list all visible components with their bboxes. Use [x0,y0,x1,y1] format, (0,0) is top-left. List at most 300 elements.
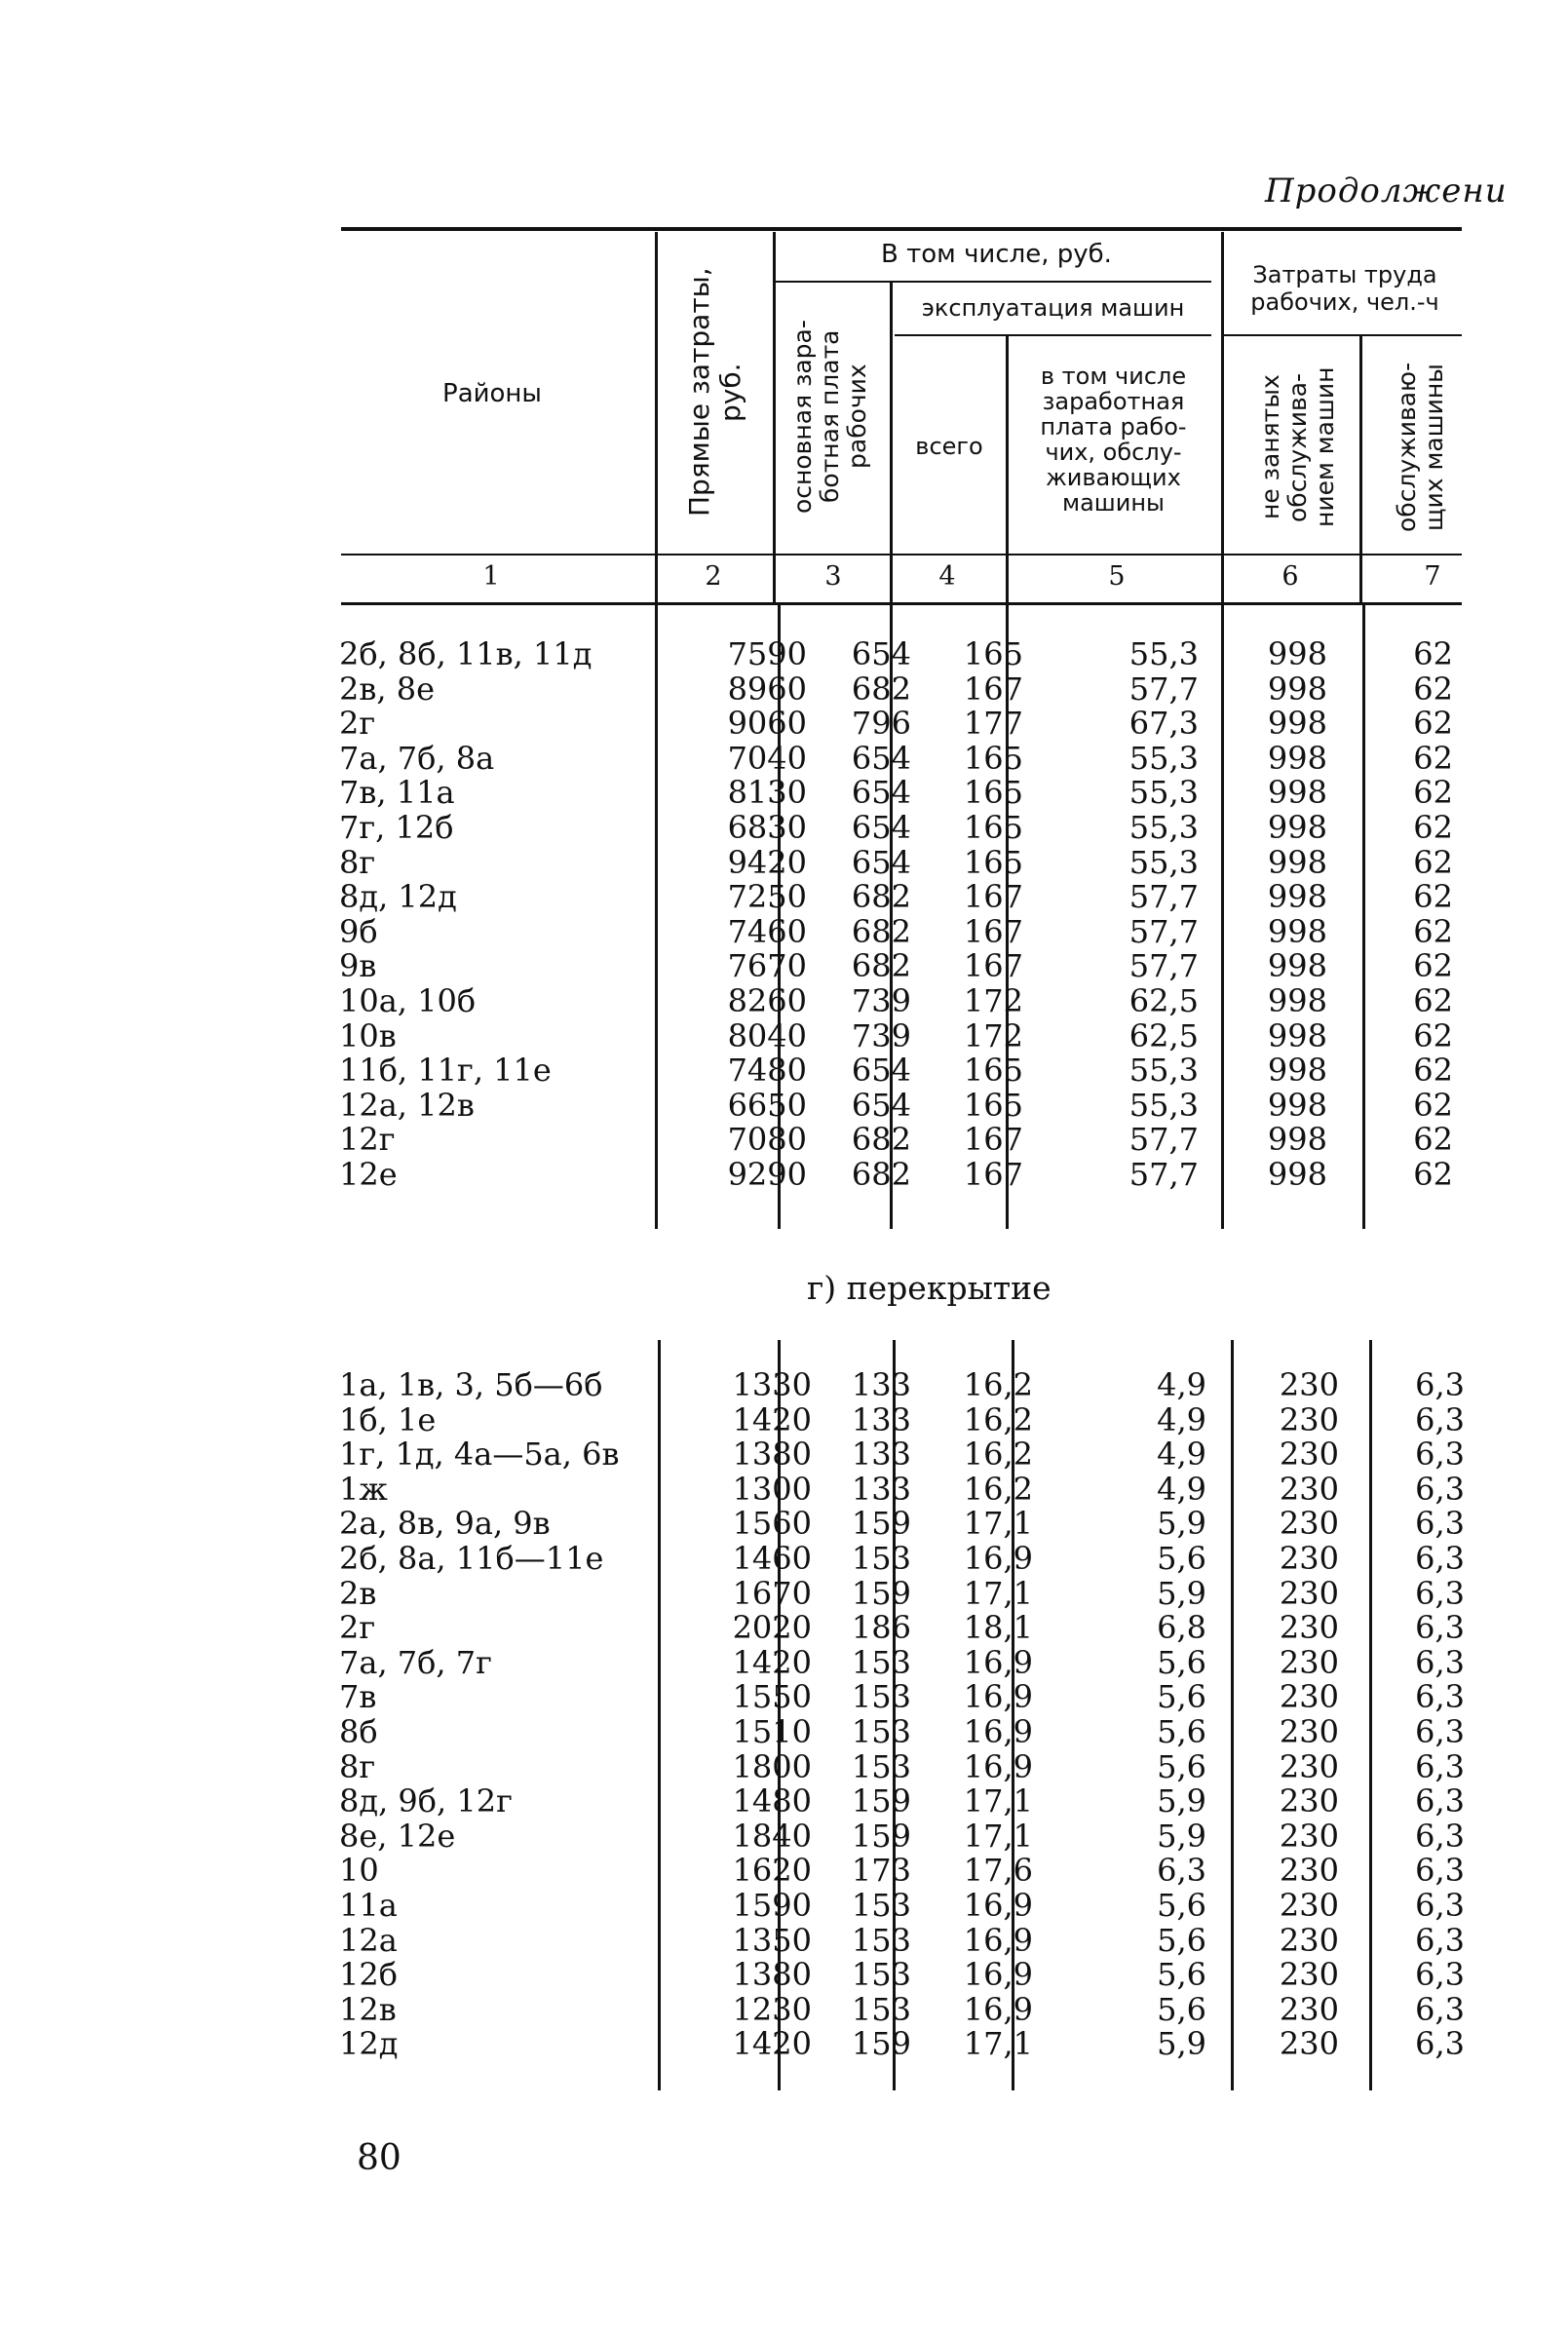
cell-wage: 186 [851,1609,911,1647]
cell-direct-costs: 1550 [732,1678,812,1716]
cell-wage: 153 [851,1712,911,1750]
cell-wage: 153 [851,1643,911,1681]
cell-direct-costs: 1800 [732,1747,812,1785]
cell-direct-costs: 7250 [727,878,807,916]
cell-labor-serving: 6,3 [1415,1990,1465,2028]
rule-below-colnums [341,602,1462,605]
cell-labor-serving: 62 [1413,1052,1453,1090]
table-row [339,1956,1465,1994]
cell-labor-serving: 62 [1413,843,1453,881]
cell-wage: 654 [851,1086,911,1124]
cell-wage: 682 [851,947,911,985]
cell-labor-not-engaged: 230 [1279,1921,1339,1959]
cell-exploit-total: 16,2 [963,1366,1033,1403]
cell-exploit-wage: 62,5 [1128,1016,1199,1054]
cell-labor-serving: 6,3 [1415,1712,1465,1750]
cell-direct-costs: 7040 [727,739,807,777]
cell-direct-costs: 1380 [732,1436,812,1474]
cell-wage: 133 [851,1366,911,1403]
cell-direct-costs: 1480 [732,1782,812,1820]
table-row [339,1609,1465,1647]
cell-direct-costs: 9290 [727,1155,807,1193]
header-total: всего [915,433,983,460]
rule-under-incl-group [773,281,1211,283]
cell-labor-serving: 62 [1413,1155,1453,1193]
header-vrule-5 [1221,232,1224,602]
table-row [339,2025,1465,2063]
cell-exploit-total: 165 [963,1052,1023,1090]
cell-labor-serving: 6,3 [1415,1539,1465,1577]
cell-labor-not-engaged: 998 [1267,705,1327,743]
cell-wage: 682 [851,670,911,708]
cell-wage: 654 [851,1052,911,1090]
cell-exploit-total: 172 [963,1016,1023,1054]
cell-labor-not-engaged: 230 [1279,1470,1339,1508]
cell-exploit-total: 16,9 [963,1956,1033,1994]
table-row [339,1086,1460,1124]
cell-exploit-total: 167 [963,670,1023,708]
cell-exploit-total: 165 [963,739,1023,777]
cell-exploit-wage: 55,3 [1128,774,1199,812]
cell-exploit-wage: 57,7 [1128,947,1199,985]
cell-exploit-total: 18,1 [963,1609,1033,1647]
cell-exploit-total: 17,1 [963,1505,1033,1543]
cell-exploit-total: 16,9 [963,1921,1033,1959]
cell-direct-costs: 9060 [727,705,807,743]
cell-exploit-wage: 5,9 [1157,1817,1206,1855]
cell-region: 8е, 12е [339,1817,456,1855]
cell-region: 1б, 1е [339,1400,437,1438]
cell-labor-not-engaged: 230 [1279,1539,1339,1577]
cell-exploit-wage: 5,9 [1157,1574,1206,1612]
cell-exploit-wage: 5,9 [1157,1505,1206,1543]
table-row [339,739,1460,777]
cell-labor-serving: 62 [1413,981,1453,1019]
cell-direct-costs: 7480 [727,1052,807,1090]
cell-exploit-total: 17,6 [963,1852,1033,1890]
header-not-engaged: не занятых обслужива-нием машин [1256,366,1339,528]
cell-labor-not-engaged: 998 [1267,808,1327,846]
cell-labor-serving: 62 [1413,774,1453,812]
cell-wage: 159 [851,1505,911,1543]
table-row [339,1852,1465,1890]
cell-exploit-total: 167 [963,878,1023,916]
cell-wage: 133 [851,1470,911,1508]
table-row [339,1155,1460,1193]
cell-exploit-total: 167 [963,1121,1023,1159]
cell-labor-serving: 62 [1413,1121,1453,1159]
cell-region: 9б [339,912,378,950]
cell-region: 11б, 11г, 11е [339,1052,552,1090]
cell-wage: 153 [851,1921,911,1959]
cell-wage: 159 [851,1817,911,1855]
cell-labor-not-engaged: 230 [1279,2025,1339,2063]
cell-labor-serving: 6,3 [1415,1852,1465,1890]
cell-region: 12г [339,1121,396,1159]
cell-direct-costs: 8040 [727,1016,807,1054]
header-vrule-3 [890,283,893,602]
cell-direct-costs: 1560 [732,1505,812,1543]
cell-exploit-total: 17,1 [963,1574,1033,1612]
cell-labor-serving: 6,3 [1415,1470,1465,1508]
table-row [339,1016,1460,1054]
cell-exploit-total: 165 [963,1086,1023,1124]
cell-labor-not-engaged: 230 [1279,1886,1339,1924]
table-row [339,1990,1465,2028]
table-top-rule [341,227,1462,231]
cell-region: 7г, 12б [339,808,454,846]
cell-direct-costs: 1330 [732,1366,812,1403]
header-vrule-2 [773,232,776,602]
cell-exploit-wage: 4,9 [1157,1470,1206,1508]
cell-labor-not-engaged: 998 [1267,670,1327,708]
table-row [339,1678,1465,1716]
cell-region: 7в [339,1678,377,1716]
cell-labor-not-engaged: 230 [1279,1436,1339,1474]
cell-labor-not-engaged: 230 [1279,1400,1339,1438]
cell-labor-not-engaged: 230 [1279,1643,1339,1681]
cell-labor-not-engaged: 230 [1279,1712,1339,1750]
cell-exploit-wage: 5,6 [1157,1539,1206,1577]
cell-region: 12в [339,1990,397,2028]
cell-wage: 682 [851,1155,911,1193]
cell-wage: 654 [851,808,911,846]
cell-labor-not-engaged: 998 [1267,843,1327,881]
cell-region: 2б, 8б, 11в, 11д [339,635,593,672]
cell-labor-serving: 6,3 [1415,1782,1465,1820]
cell-exploit-wage: 5,6 [1157,1921,1206,1959]
header-labor-group: Затраты труда рабочих, чел.-ч [1250,261,1439,316]
cell-region: 12а [339,1921,398,1959]
cell-labor-serving: 62 [1413,1016,1453,1054]
cell-labor-serving: 62 [1413,705,1453,743]
cell-exploit-wage: 4,9 [1157,1366,1206,1403]
cell-exploit-total: 17,1 [963,1782,1033,1820]
table-row [339,981,1460,1019]
cell-exploit-total: 16,2 [963,1470,1033,1508]
cell-exploit-wage: 57,7 [1128,912,1199,950]
cell-direct-costs: 7460 [727,912,807,950]
header-serving: обслуживаю-щих машины [1393,362,1448,533]
cell-region: 2в, 8е [339,670,436,708]
section2-rows [339,1366,1465,2063]
cell-region: 2в [339,1574,377,1612]
cell-labor-not-engaged: 230 [1279,1609,1339,1647]
cell-labor-not-engaged: 998 [1267,1086,1327,1124]
cell-region: 7в, 11а [339,774,455,812]
cell-labor-serving: 6,3 [1415,1678,1465,1716]
cell-exploit-wage: 4,9 [1157,1400,1206,1438]
cell-direct-costs: 1300 [732,1470,812,1508]
cell-exploit-total: 17,1 [963,1817,1033,1855]
cell-labor-serving: 6,3 [1415,1956,1465,1994]
cell-labor-serving: 6,3 [1415,1400,1465,1438]
cell-direct-costs: 1460 [732,1539,812,1577]
cell-labor-serving: 6,3 [1415,1609,1465,1647]
cell-labor-not-engaged: 998 [1267,1016,1327,1054]
cell-region: 1ж [339,1470,388,1508]
cell-wage: 682 [851,1121,911,1159]
cell-wage: 153 [851,1747,911,1785]
header-vrule-6 [1359,336,1362,602]
cell-labor-serving: 6,3 [1415,1366,1465,1403]
cell-direct-costs: 8130 [727,774,807,812]
cell-region: 12а, 12в [339,1086,475,1124]
cell-exploit-wage: 57,7 [1128,1155,1199,1193]
cell-exploit-wage: 5,6 [1157,1643,1206,1681]
table-row [339,1400,1465,1438]
colnum-4: 4 [938,561,956,592]
cell-direct-costs: 6650 [727,1086,807,1124]
colnum-5: 5 [1108,561,1126,592]
cell-labor-not-engaged: 998 [1267,774,1327,812]
cell-direct-costs: 8260 [727,981,807,1019]
cell-direct-costs: 1420 [732,1400,812,1438]
cell-wage: 159 [851,2025,911,2063]
cell-region: 12д [339,2025,399,2063]
cell-region: 8г [339,843,376,881]
rule-under-labor-group [1223,334,1462,336]
cell-exploit-total: 16,9 [963,1539,1033,1577]
cell-labor-serving: 6,3 [1415,1505,1465,1543]
header-direct-costs: Прямые затраты, руб. [683,267,746,517]
cell-labor-serving: 62 [1413,912,1453,950]
cell-labor-not-engaged: 998 [1267,1052,1327,1090]
cell-exploit-total: 165 [963,808,1023,846]
cell-region: 2г [339,705,376,743]
cell-region: 1а, 1в, 3, 5б—6б [339,1366,603,1403]
cell-direct-costs: 1590 [732,1886,812,1924]
cell-region: 9в [339,947,377,985]
cell-region: 2б, 8а, 11б—11е [339,1539,604,1577]
cell-exploit-wage: 55,3 [1128,1052,1199,1090]
cell-exploit-wage: 5,6 [1157,1956,1206,1994]
cell-labor-not-engaged: 230 [1279,1747,1339,1785]
colnum-2: 2 [705,561,722,592]
cell-exploit-total: 16,2 [963,1436,1033,1474]
cell-region: 11а [339,1886,398,1924]
cell-direct-costs: 7080 [727,1121,807,1159]
table-row [339,1366,1465,1403]
cell-direct-costs: 1350 [732,1921,812,1959]
cell-direct-costs: 1670 [732,1574,812,1612]
table-row [339,1886,1465,1924]
cell-direct-costs: 1420 [732,2025,812,2063]
cell-exploit-wage: 6,8 [1157,1609,1206,1647]
cell-exploit-wage: 55,3 [1128,739,1199,777]
cell-exploit-wage: 5,9 [1157,1782,1206,1820]
cell-wage: 153 [851,1539,911,1577]
table-row [339,1053,1460,1089]
cell-region: 10а, 10б [339,981,477,1019]
cell-exploit-wage: 62,5 [1128,981,1199,1019]
cell-wage: 739 [851,1016,911,1054]
cell-exploit-total: 16,9 [963,1990,1033,2028]
header-regions: Районы [442,379,542,408]
cell-labor-not-engaged: 230 [1279,1505,1339,1543]
cell-labor-not-engaged: 230 [1279,1782,1339,1820]
table-row [339,1782,1465,1820]
cell-labor-serving: 62 [1413,808,1453,846]
table-row [339,880,1460,915]
cell-direct-costs: 1840 [732,1817,812,1855]
table-row [339,912,1460,950]
cell-exploit-wage: 5,6 [1157,1712,1206,1750]
cell-labor-not-engaged: 230 [1279,1678,1339,1716]
cell-direct-costs: 7670 [727,947,807,985]
cell-exploit-total: 177 [963,705,1023,743]
table-row [339,707,1460,742]
cell-wage: 796 [851,705,911,743]
cell-wage: 153 [851,1956,911,1994]
cell-labor-serving: 6,3 [1415,1747,1465,1785]
table-row [339,1539,1465,1577]
cell-region: 12е [339,1155,398,1193]
cell-region: 12б [339,1956,398,1994]
cell-exploit-total: 16,9 [963,1886,1033,1924]
cell-labor-not-engaged: 998 [1267,739,1327,777]
cell-exploit-wage: 55,3 [1128,843,1199,881]
page-number: 80 [357,2138,402,2178]
cell-wage: 654 [851,739,911,777]
cell-wage: 654 [851,843,911,881]
cell-exploit-wage: 5,6 [1157,1678,1206,1716]
cell-direct-costs: 9420 [727,843,807,881]
table-row [339,1574,1465,1612]
cell-exploit-wage: 5,6 [1157,1886,1206,1924]
header-vrule-4 [1006,336,1009,602]
cell-exploit-wage: 55,3 [1128,1086,1199,1124]
cell-exploit-total: 17,1 [963,2025,1033,2063]
table-row [339,672,1460,708]
cell-exploit-total: 165 [963,774,1023,812]
cell-labor-not-engaged: 998 [1267,947,1327,985]
cell-exploit-wage: 55,3 [1128,808,1199,846]
cell-wage: 739 [851,981,911,1019]
cell-exploit-total: 167 [963,947,1023,985]
cell-labor-not-engaged: 998 [1267,912,1327,950]
section2-title: г) перекрытие [807,1269,1052,1307]
table-row [339,776,1460,811]
header-wage: основная зара-ботная плата рабочих [788,320,871,514]
cell-region: 7а, 7б, 7г [339,1643,492,1681]
cell-labor-not-engaged: 230 [1279,1990,1339,2028]
colnum-3: 3 [824,561,842,592]
table-row [339,1470,1465,1508]
cell-wage: 159 [851,1574,911,1612]
cell-wage: 153 [851,1990,911,2028]
rule-under-exploit-group [895,334,1211,336]
cell-exploit-total: 167 [963,912,1023,950]
cell-labor-serving: 6,3 [1415,1886,1465,1924]
table-row [339,1712,1465,1750]
cell-wage: 654 [851,635,911,672]
cell-labor-serving: 6,3 [1415,2025,1465,2063]
cell-region: 8д, 9б, 12г [339,1782,513,1820]
cell-direct-costs: 8960 [727,670,807,708]
cell-labor-serving: 62 [1413,1086,1453,1124]
cell-labor-not-engaged: 230 [1279,1852,1339,1890]
cell-wage: 133 [851,1436,911,1474]
cell-direct-costs: 2020 [732,1609,812,1647]
section1-rows [339,637,1460,1193]
cell-exploit-wage: 57,7 [1128,878,1199,916]
cell-exploit-wage: 55,3 [1128,635,1199,672]
cell-exploit-wage: 5,6 [1157,1990,1206,2028]
table-row [339,1747,1465,1785]
cell-wage: 654 [851,774,911,812]
table-row [339,843,1460,881]
cell-wage: 682 [851,912,911,950]
cell-labor-not-engaged: 998 [1267,878,1327,916]
cell-exploit-wage: 6,3 [1157,1852,1206,1890]
cell-labor-serving: 6,3 [1415,1817,1465,1855]
cell-exploit-wage: 5,9 [1157,2025,1206,2063]
cell-labor-serving: 6,3 [1415,1921,1465,1959]
cell-labor-not-engaged: 998 [1267,981,1327,1019]
header-incl-wage: в том числе заработная плата рабо-чих, обслу-живающих машины [1040,363,1187,517]
rule-above-colnums [341,554,1462,555]
cell-exploit-total: 167 [963,1155,1023,1193]
cell-labor-not-engaged: 998 [1267,1121,1327,1159]
header-vrule-1 [655,232,658,602]
continued-label: Продолжени [1265,172,1508,211]
cell-exploit-total: 172 [963,981,1023,1019]
cell-wage: 153 [851,1886,911,1924]
cell-region: 10 [339,1852,379,1890]
cell-exploit-wage: 4,9 [1157,1436,1206,1474]
colnum-1: 1 [482,561,500,592]
cell-labor-not-engaged: 998 [1267,635,1327,672]
cell-labor-not-engaged: 230 [1279,1956,1339,1994]
cell-region: 10в [339,1016,397,1054]
header-exploit-group: эксплуатация машин [921,294,1185,322]
table-row [339,1817,1465,1855]
cell-exploit-total: 16,2 [963,1400,1033,1438]
cell-labor-not-engaged: 230 [1279,1574,1339,1612]
table-row [339,1921,1465,1959]
cell-exploit-wage: 57,7 [1128,1121,1199,1159]
cell-region: 1г, 1д, 4а—5а, 6в [339,1436,620,1474]
cell-labor-serving: 62 [1413,739,1453,777]
cell-exploit-total: 16,9 [963,1643,1033,1681]
cell-exploit-wage: 67,3 [1128,705,1199,743]
cell-wage: 159 [851,1782,911,1820]
cell-labor-serving: 62 [1413,670,1453,708]
cell-exploit-wage: 5,6 [1157,1747,1206,1785]
cell-direct-costs: 1380 [732,1956,812,1994]
cell-labor-serving: 62 [1413,878,1453,916]
table-row [339,637,1460,672]
cell-direct-costs: 7590 [727,635,807,672]
cell-direct-costs: 1620 [732,1852,812,1890]
colnum-6: 6 [1281,561,1299,592]
cell-wage: 682 [851,878,911,916]
cell-region: 8б [339,1712,378,1750]
cell-region: 8г [339,1747,376,1785]
cell-region: 7а, 7б, 8а [339,739,495,777]
cell-direct-costs: 1510 [732,1712,812,1750]
cell-region: 2г [339,1609,376,1647]
table-row [339,949,1460,984]
cell-labor-not-engaged: 230 [1279,1366,1339,1403]
cell-exploit-wage: 57,7 [1128,670,1199,708]
table-row [339,1505,1465,1543]
table-row [339,808,1460,846]
cell-labor-serving: 6,3 [1415,1436,1465,1474]
cell-labor-serving: 6,3 [1415,1643,1465,1681]
cell-labor-serving: 6,3 [1415,1574,1465,1612]
